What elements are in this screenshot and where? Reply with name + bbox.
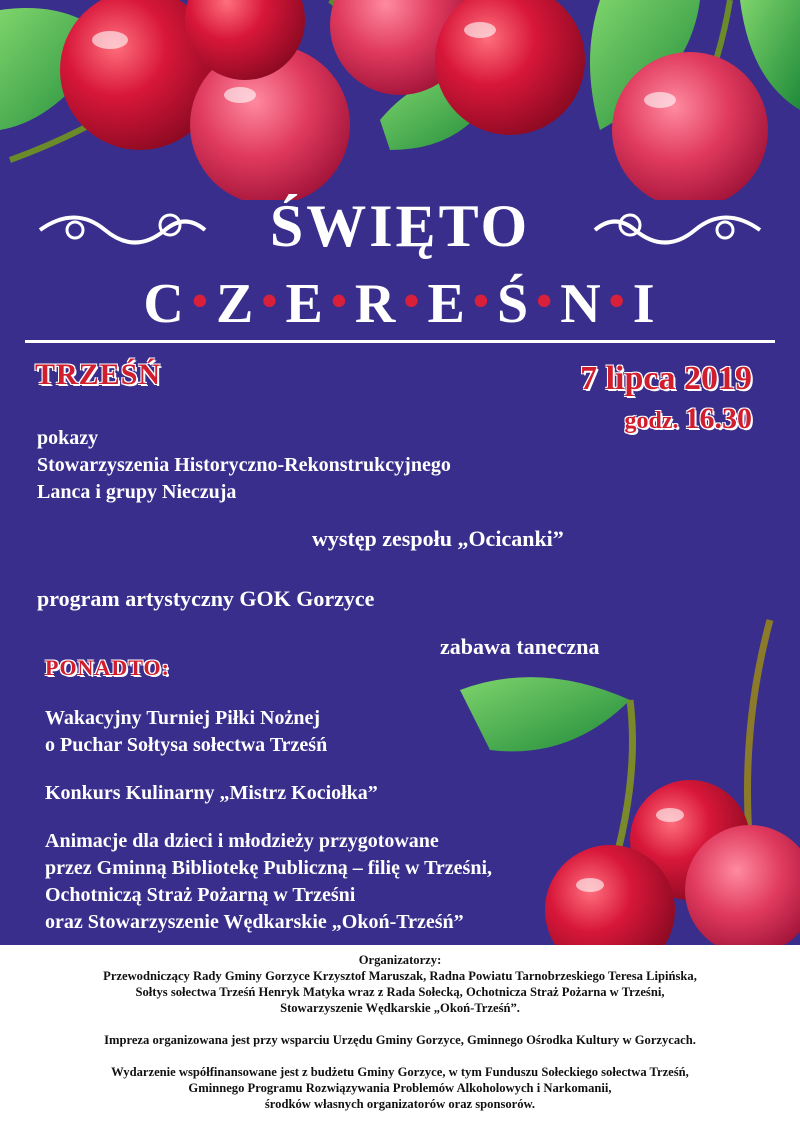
tournament-line: o Puchar Sołtysa sołectwa Trześń: [45, 734, 328, 756]
culinary-contest: Konkurs Kulinarny „Mistrz Kociołka”: [45, 782, 378, 804]
title-dot-separator: •: [261, 275, 280, 326]
title-line-1: ŚWIĘTO: [269, 193, 531, 259]
title-letter: Ś: [496, 273, 531, 335]
animations-block: [45, 828, 492, 936]
title-dot-separator: •: [608, 275, 627, 326]
animations-line: Animacje dla dzieci i młodzieży przygotowane: [45, 830, 439, 852]
dance-party: zabawa taneczna: [440, 634, 600, 659]
tournament-line: Wakacyjny Turniej Piłki Nożnej: [45, 707, 321, 729]
funding-line: Wydarzenie współfinansowane jest z budżetu Gminy Gorzyce, w tym Funduszu Sołeckiego sołectwa Trześń,: [111, 1065, 689, 1079]
animations-line: Ochotniczą Straż Pożarną w Trześni: [45, 884, 356, 906]
organizers-line: Przewodniczący Rady Gminy Gorzyce Krzysztof Maruszak, Radna Powiatu Tarnobrzeskiego Teresa Lipińska,: [103, 969, 697, 983]
tournament-block: [45, 705, 327, 759]
title-letter: N: [560, 273, 603, 335]
organizers-line: Sołtys sołectwa Trześń Henryk Matyka wraz z Rada Sołecką, Ochotnicza Straż Pożarna w Trześni,: [135, 985, 665, 999]
shows-line: pokazy: [37, 427, 99, 449]
funding-line: środków własnych organizatorów oraz sponsorów.: [264, 1097, 536, 1111]
event-time-prefix: godz.: [624, 408, 679, 434]
shows-line: Stowarzyszenia Historyczno-Rekonstrukcyjnego: [37, 454, 451, 476]
funding-line: Gminnego Programu Rozwiązywania Problemów Alkoholowych i Narkomanii,: [188, 1081, 612, 1095]
title-dot-separator: •: [403, 275, 422, 326]
title-dot-separator: •: [330, 275, 349, 326]
shows-block: [37, 425, 451, 506]
title-dot-separator: •: [536, 275, 555, 326]
title-letter: E: [427, 273, 467, 335]
animations-line: oraz Stowarzyszenie Wędkarskie „Okoń-Trześń”: [45, 911, 464, 933]
support-note: Impreza organizowana jest przy wsparciu Urzędu Gminy Gorzyce, Gminnego Ośrodka Kultury w Gorzycach.: [104, 1033, 696, 1047]
ensemble-performance: występ zespołu „Ocicanki”: [312, 526, 564, 551]
title-line-2: [0, 272, 800, 336]
title-letter: E: [285, 273, 325, 335]
top-cherries-illustration: [0, 0, 800, 200]
event-time: [625, 402, 753, 436]
event-place: TRZEŚŃ: [35, 358, 162, 391]
organizers-label: Organizatorzy:: [358, 953, 442, 967]
shows-line: Lanca i grupy Nieczuja: [37, 481, 237, 503]
animations-line: przez Gminną Bibliotekę Publiczną – filię w Trześni,: [45, 857, 493, 879]
event-time-value: 16.30: [684, 402, 752, 435]
title-dot-separator: •: [472, 275, 491, 326]
artistic-program: program artystyczny GOK Gorzyce: [37, 586, 375, 611]
moreover-label: PONADTO:: [45, 655, 170, 680]
title-dot-separator: •: [191, 275, 210, 326]
title-divider: [25, 340, 775, 343]
title-letter: I: [632, 273, 657, 335]
title-letter: Z: [215, 273, 256, 335]
title-letter: R: [354, 273, 398, 335]
event-date: 7 lipca 2019: [580, 360, 752, 397]
organizers-line: Stowarzyszenie Wędkarskie „Okoń-Trześń”.: [280, 1001, 520, 1015]
title-letter: C: [143, 273, 186, 335]
footer: [0, 945, 800, 1131]
